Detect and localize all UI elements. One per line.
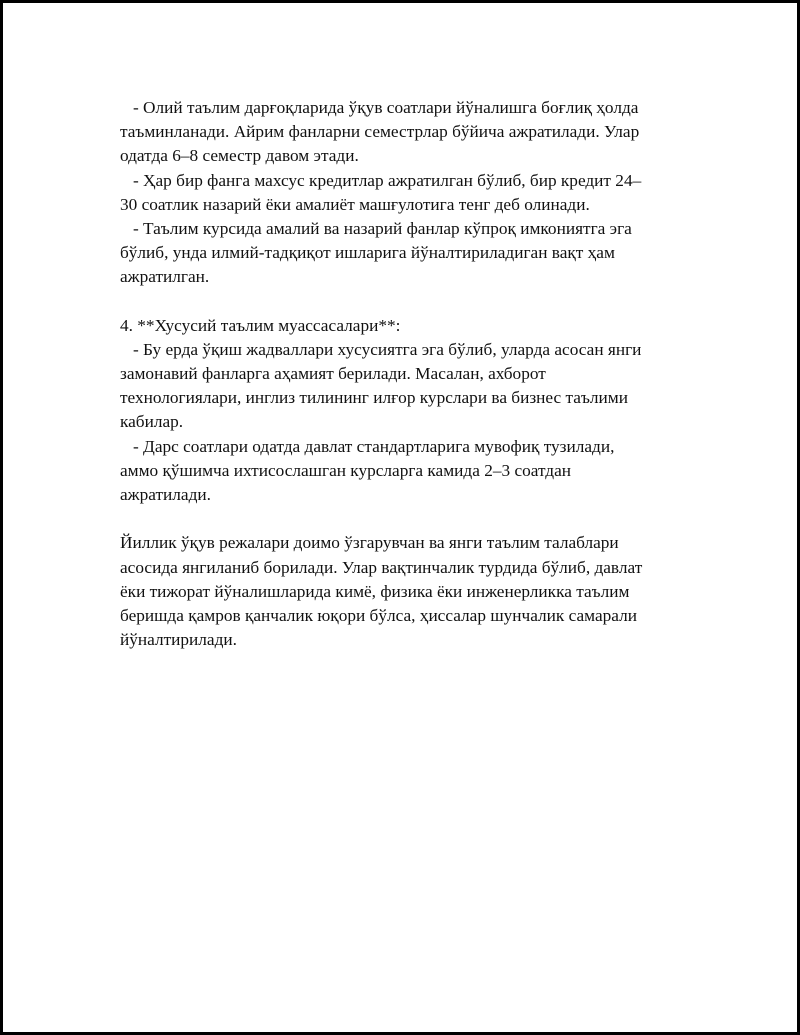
section-heading: 4. **Хусусий таълим муассасалари**: xyxy=(120,315,401,335)
text-line: бўлиб, унда илмий-тадқиқот ишларига йўналтириладиган вақт ҳам xyxy=(120,243,615,263)
text-line: одатда 6–8 семестр давом этади. xyxy=(120,146,359,166)
text-line: беришда қамров қанчалик юқори бўлса, ҳиссалар шунчалик самарали xyxy=(120,605,637,625)
text-line: - Таълим курсида амалий ва назарий фанлар кўпроқ имкониятга эга xyxy=(120,218,632,238)
text-line: ажратилган. xyxy=(120,267,210,287)
text-line: замонавий фанларга аҳамият берилади. Масалан, ахборот xyxy=(120,364,546,384)
text-line: асосида янгиланиб борилади. Улар вақтинчалик турдида бўлиб, давлат xyxy=(120,557,643,577)
text-line: - Олий таълим дарғоқларида ўқув соатлари йўналишга боғлиқ ҳолда xyxy=(120,98,639,117)
text-line: технологиялари, инглиз тилининг илғор курслари ва бизнес таълими xyxy=(120,388,628,408)
text-line: - Бу ерда ўқиш жадваллари хусусиятга эга бўлиб, уларда асосан янги xyxy=(120,339,642,359)
text-line: йўналтирилади. xyxy=(120,630,237,650)
paragraph-gap xyxy=(120,290,700,314)
text-line: кабилар. xyxy=(120,412,184,432)
document-body xyxy=(120,96,700,652)
text-line: ёки тижорат йўналишларида кимё, физика ёки инженерликка таълим xyxy=(120,581,630,601)
paragraph-gap xyxy=(120,507,700,531)
text-line: - Ҳар бир фанга махсус кредитлар ажратилган бўлиб, бир кредит 24– xyxy=(120,170,642,190)
text-line: таъминланади. Айрим фанларни семестрлар бўйича ажратилади. Улар xyxy=(120,122,640,142)
text-line: - Дарс соатлари одатда давлат стандартларига мувофиқ тузилади, xyxy=(120,436,615,456)
text-line: аммо қўшимча ихтисослашган курсларга камида 2–3 соатдан xyxy=(120,460,572,480)
text-line: 30 соатлик назарий ёки амалиёт машғулотига тенг деб олинади. xyxy=(120,194,590,214)
text-line: ажратилади. xyxy=(120,485,211,504)
text-line: Йиллик ўқув режалари доимо ўзгарувчан ва янги таълим талаблари xyxy=(120,533,619,553)
